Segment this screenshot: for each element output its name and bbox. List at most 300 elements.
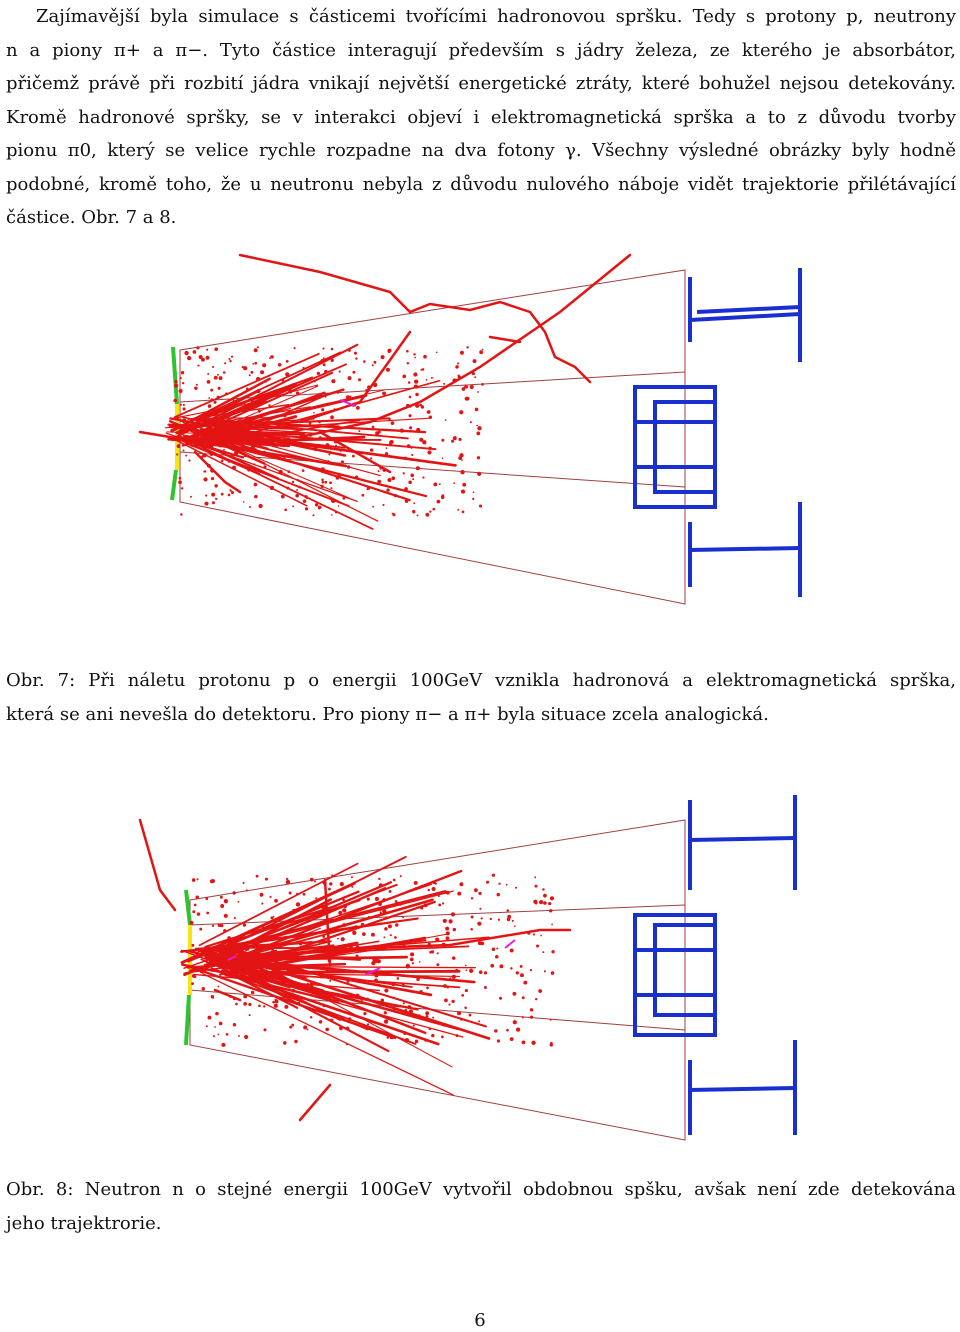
shower-hit	[211, 398, 214, 401]
shower-hit	[214, 401, 217, 404]
shower-hit	[265, 878, 268, 881]
shower-hit	[409, 414, 412, 417]
shower-hit	[184, 351, 188, 355]
shower-hit	[354, 352, 357, 355]
particle-tracks	[140, 255, 630, 529]
paragraph-line: Zajímavější byla simulace s částicemi tvořícími hadronovou spršku. Tedy s protony p, neutrony	[36, 6, 956, 27]
shower-hit	[459, 410, 463, 414]
shower-hit	[391, 421, 395, 425]
shower-hit	[446, 891, 450, 895]
shower-hit	[386, 368, 390, 372]
shower-hit	[223, 371, 226, 374]
shower-hit	[366, 998, 369, 1001]
shower-hit	[535, 998, 537, 1000]
shower-hit	[453, 436, 457, 440]
shower-hit	[192, 878, 196, 882]
shower-hit	[416, 466, 420, 470]
shower-hit	[342, 923, 346, 927]
shower-hit	[453, 482, 455, 484]
shower-hit	[257, 421, 260, 424]
shower-hit	[420, 906, 423, 909]
shower-hit	[520, 965, 523, 968]
shower-hit	[284, 993, 286, 995]
shower-hit	[372, 364, 374, 366]
shower-hit	[435, 937, 439, 941]
shower-hit	[232, 466, 236, 470]
shower-hit	[408, 381, 411, 384]
shower-hit	[325, 1028, 329, 1032]
shower-hit	[322, 481, 325, 484]
shower-hit	[422, 476, 424, 478]
shower-hit	[310, 878, 314, 882]
shower-hit	[218, 924, 221, 927]
shower-hit	[452, 956, 456, 960]
shower-hit	[278, 363, 282, 367]
shower-hit	[446, 931, 450, 935]
shower-hit	[340, 1016, 344, 1020]
shower-hit	[495, 955, 499, 959]
shower-hit	[414, 379, 418, 383]
shower-hit	[361, 908, 363, 910]
shower-hit	[194, 904, 197, 907]
shower-hit	[199, 928, 202, 931]
shower-hit	[174, 384, 178, 388]
shower-hit	[426, 1015, 429, 1018]
shower-hit	[340, 450, 342, 452]
shower-hit	[479, 908, 481, 910]
shower-hit	[265, 381, 267, 383]
shower-hit	[212, 501, 215, 504]
shower-hit	[183, 407, 186, 410]
shower-hit	[323, 446, 325, 448]
shower-hit	[260, 893, 264, 897]
shower-hit	[266, 967, 268, 969]
shower-hit	[414, 357, 416, 359]
shower-hit	[393, 1008, 396, 1011]
shower-hit	[343, 904, 347, 908]
shower-hit	[302, 469, 305, 472]
shower-hit	[384, 1011, 387, 1014]
shower-hit	[356, 994, 360, 998]
shower-hit	[368, 916, 370, 918]
shower-hit	[367, 1023, 369, 1025]
shower-hit	[237, 901, 239, 903]
shower-hit	[208, 1016, 212, 1020]
shower-hit	[302, 946, 304, 948]
shower-hit	[330, 487, 332, 489]
shower-hit	[249, 374, 251, 376]
shower-hit	[176, 453, 178, 455]
shower-hit	[307, 983, 309, 985]
shower-hit	[374, 973, 378, 977]
shower-hit	[341, 937, 345, 941]
shower-hit	[197, 878, 199, 880]
shower-hit	[216, 396, 219, 399]
shower-hit	[246, 889, 248, 891]
shower-hit	[411, 459, 413, 461]
shower-hit	[208, 397, 210, 399]
shower-hit	[270, 951, 272, 953]
shower-hit	[412, 962, 414, 964]
shower-hit	[299, 933, 302, 936]
shower-hit	[366, 488, 368, 490]
shower-hit	[379, 883, 383, 887]
shower-hit	[307, 920, 310, 923]
shower-hit	[180, 513, 183, 516]
shower-hit	[458, 1011, 460, 1013]
shower-hit	[331, 379, 335, 383]
shower-hit	[221, 1043, 225, 1047]
shower-hit	[269, 426, 271, 428]
shower-hit	[249, 506, 251, 508]
shower-hit	[217, 986, 219, 988]
shower-hit	[329, 451, 331, 453]
shower-hit	[322, 935, 325, 938]
shower-hit	[320, 910, 324, 914]
shower-hit	[296, 489, 298, 491]
shower-hit	[534, 876, 536, 878]
shower-hit	[402, 375, 406, 379]
shower-hit	[245, 949, 247, 951]
shower-hit	[339, 1027, 342, 1030]
shower-hit	[346, 980, 349, 983]
shower-hit	[395, 923, 398, 926]
shower-hit	[341, 460, 344, 463]
shower-hit	[510, 949, 514, 953]
shower-hit	[207, 380, 211, 384]
shower-hit	[177, 444, 181, 448]
shower-hit	[421, 405, 424, 408]
shower-hit	[551, 971, 555, 975]
shower-hit	[490, 918, 492, 920]
shower-hit	[513, 1020, 517, 1024]
shower-hit	[413, 511, 416, 514]
shower-hit	[283, 1041, 287, 1045]
shower-hit	[510, 967, 512, 969]
shower-hit	[442, 1024, 444, 1026]
shower-hit	[373, 361, 376, 364]
shower-hit	[218, 1034, 220, 1036]
shower-hit	[243, 366, 247, 370]
shower-hit	[386, 447, 388, 449]
shower-hit	[225, 420, 227, 422]
shower-hit	[482, 349, 484, 351]
shower-hit	[210, 453, 213, 456]
shower-hit	[428, 446, 432, 450]
shower-hit	[370, 448, 373, 451]
shower-hit	[220, 904, 224, 908]
shower-hit	[387, 478, 391, 482]
blue-detector-structures	[635, 795, 795, 1135]
shower-hit	[240, 950, 243, 953]
shower-hit	[328, 454, 330, 456]
shower-hit	[388, 924, 392, 928]
shower-hit	[477, 391, 479, 393]
shower-hit	[256, 979, 260, 983]
shower-hit	[246, 388, 249, 391]
shower-hit	[413, 353, 415, 355]
shower-hit	[285, 372, 289, 376]
blue-detector-structures	[635, 268, 800, 597]
shower-hit	[530, 969, 532, 971]
shower-hit	[476, 431, 480, 435]
shower-hit	[443, 919, 447, 923]
shower-hit	[321, 467, 325, 471]
shower-hit	[437, 952, 439, 954]
shower-hit	[497, 1039, 500, 1042]
shower-hit	[310, 1016, 312, 1018]
shower-hit	[429, 1028, 432, 1031]
shower-hit	[219, 1022, 223, 1026]
shower-hit	[382, 391, 386, 395]
shower-hit	[522, 1040, 526, 1044]
shower-hit	[530, 1008, 533, 1011]
shower-hit	[506, 884, 508, 886]
shower-hit	[340, 882, 344, 886]
shower-hit	[256, 377, 260, 381]
shower-hit	[384, 988, 388, 992]
shower-hit	[320, 976, 323, 979]
shower-hit	[243, 882, 245, 884]
shower-hit	[520, 973, 524, 977]
shower-hit	[227, 429, 230, 432]
shower-hit	[371, 961, 375, 965]
shower-hit	[274, 1004, 278, 1008]
shower-hit	[270, 486, 274, 490]
shower-hit	[289, 433, 291, 435]
shower-hit	[436, 500, 440, 504]
shower-hit	[303, 1025, 307, 1029]
shower-hit	[404, 487, 408, 491]
shower-hit	[392, 982, 396, 986]
shower-hit	[361, 923, 364, 926]
caption-line: která se ani nevešla do detektoru. Pro piony π− a π+ byla situace zcela analogická.	[6, 703, 769, 725]
body-paragraph	[6, 0, 956, 235]
shower-hit	[254, 463, 256, 465]
shower-hit	[409, 1009, 413, 1013]
shower-hit	[522, 996, 525, 999]
shower-hit	[361, 998, 364, 1001]
shower-hit	[202, 987, 205, 990]
shower-hit	[441, 439, 444, 442]
shower-hit	[548, 902, 551, 905]
shower-hit	[351, 876, 353, 878]
shower-hit	[173, 399, 177, 403]
shower-hit	[204, 470, 206, 472]
shower-hit	[401, 1039, 403, 1041]
shower-hit	[297, 479, 299, 481]
shower-hit	[188, 459, 190, 461]
shower-hit	[533, 933, 535, 935]
shower-hit	[269, 896, 271, 898]
shower-hit	[209, 429, 212, 432]
shower-hit	[346, 395, 350, 399]
shower-hit	[229, 954, 232, 957]
shower-hit	[250, 371, 253, 374]
shower-hit	[183, 450, 185, 452]
shower-hit	[263, 1028, 266, 1031]
shower-hit	[407, 362, 409, 364]
shower-hit	[416, 428, 420, 432]
shower-hit	[331, 348, 334, 351]
shower-hit	[215, 498, 217, 500]
shower-hit	[291, 918, 294, 921]
shower-hit	[295, 443, 298, 446]
shower-hit	[478, 892, 481, 895]
shower-hit	[348, 1017, 352, 1021]
shower-hit	[203, 430, 205, 432]
shower-hit	[458, 438, 461, 441]
shower-hit	[388, 418, 391, 421]
shower-hit	[329, 481, 332, 484]
shower-hit	[551, 950, 554, 953]
shower-hit	[232, 891, 235, 894]
shower-hit	[325, 443, 329, 447]
shower-hit	[260, 370, 264, 374]
shower-hit	[381, 999, 385, 1003]
shower-hit	[256, 875, 259, 878]
shower-hit	[179, 477, 182, 480]
shower-hit	[453, 928, 456, 931]
shower-hit	[294, 1040, 297, 1043]
shower-hit	[403, 1031, 407, 1035]
shower-hit	[465, 965, 467, 967]
shower-hit	[384, 927, 388, 931]
shower-hit	[470, 421, 472, 423]
shower-hit	[459, 882, 463, 886]
shower-hit	[469, 969, 473, 973]
shower-hit	[381, 355, 385, 359]
long-track	[300, 255, 630, 437]
shower-hit	[448, 1004, 450, 1006]
shower-hit	[348, 376, 352, 380]
shower-hit	[424, 903, 428, 907]
shower-hit	[438, 895, 440, 897]
shower-hit	[274, 899, 278, 903]
shower-hit	[416, 977, 420, 981]
shower-hit	[188, 424, 192, 428]
shower-hit	[420, 885, 423, 888]
shower-hit	[206, 349, 208, 351]
shower-hit	[472, 498, 474, 500]
shower-hit	[243, 501, 245, 503]
shower-hit	[317, 372, 320, 375]
shower-hit	[410, 474, 414, 478]
shower-hit	[516, 971, 519, 974]
shower-hit	[271, 949, 275, 953]
shower-hit	[499, 997, 502, 1000]
shower-hit	[408, 481, 412, 485]
shower-hit	[484, 971, 487, 974]
shower-hit	[250, 398, 254, 402]
shower-hit	[174, 417, 176, 419]
shower-hit	[549, 909, 552, 912]
shower-hit	[435, 883, 437, 885]
shower-hit	[229, 489, 231, 491]
shower-hit	[478, 1020, 480, 1022]
shower-hit	[254, 483, 258, 487]
shower-hit	[370, 457, 372, 459]
shower-hit	[363, 360, 366, 363]
shower-hit	[196, 346, 199, 349]
shower-hit	[378, 902, 382, 906]
shower-hit	[272, 978, 274, 980]
shower-hit	[414, 887, 417, 890]
shower-hit	[181, 487, 183, 489]
shower-hit	[462, 511, 465, 514]
shower-hit	[214, 347, 218, 351]
shower-hit	[452, 975, 456, 979]
shower-hit	[235, 1003, 238, 1006]
shower-hit	[432, 1017, 434, 1019]
shower-hit	[448, 919, 452, 923]
shower-hit	[399, 904, 401, 906]
shower-hit	[315, 897, 317, 899]
shower-hit	[404, 457, 407, 460]
shower-hit	[211, 995, 214, 998]
shower-hit	[324, 370, 327, 373]
shower-hit	[439, 483, 441, 485]
shower-hit	[270, 355, 274, 359]
shower-hit	[319, 1020, 323, 1024]
shower-hit	[436, 351, 438, 353]
shower-hit	[263, 465, 266, 468]
shower-hit	[474, 376, 476, 378]
shower-hit	[402, 916, 404, 918]
shower-hit	[471, 916, 474, 919]
shower-hit	[243, 402, 245, 404]
shower-hit	[313, 447, 317, 451]
shower-hit	[465, 397, 469, 401]
shower-hit	[278, 470, 282, 474]
shower-hit	[296, 902, 300, 906]
shower-hit	[306, 1028, 308, 1030]
shower-hit	[406, 350, 409, 353]
shower-hit	[407, 444, 411, 448]
shower-hit	[355, 477, 357, 479]
shower-hit	[410, 957, 414, 961]
shower-hit	[286, 878, 288, 880]
shower-hit	[400, 875, 402, 877]
shower-hit	[492, 874, 495, 877]
shower-hit	[284, 1000, 286, 1002]
shower-hit	[328, 888, 331, 891]
shower-hit	[378, 878, 380, 880]
shower-hit	[410, 430, 412, 432]
shower-hit	[339, 370, 341, 372]
shower-hit	[200, 969, 204, 973]
shower-hit	[282, 435, 284, 437]
long-track	[215, 990, 240, 1000]
shower-hit	[254, 348, 258, 352]
shower-hit	[180, 404, 182, 406]
shower-hit	[205, 494, 207, 496]
shower-hit	[244, 975, 246, 977]
shower-hit	[512, 992, 516, 996]
shower-hit	[386, 488, 389, 491]
shower-hit	[363, 1012, 366, 1015]
shower-hit	[291, 1024, 294, 1027]
shower-hit	[455, 969, 458, 972]
shower-hit	[337, 391, 340, 394]
shower-hit	[540, 935, 542, 937]
shower-hit	[262, 363, 266, 367]
shower-hit	[197, 365, 199, 367]
caption-line: Obr. 8: Neutron n o stejné energii 100GeV vytvořil obdobnou spšku, avšak není zde detekována	[6, 1179, 956, 1200]
shower-hit	[235, 947, 238, 950]
shower-hit	[292, 505, 294, 507]
shower-hit	[298, 486, 301, 489]
